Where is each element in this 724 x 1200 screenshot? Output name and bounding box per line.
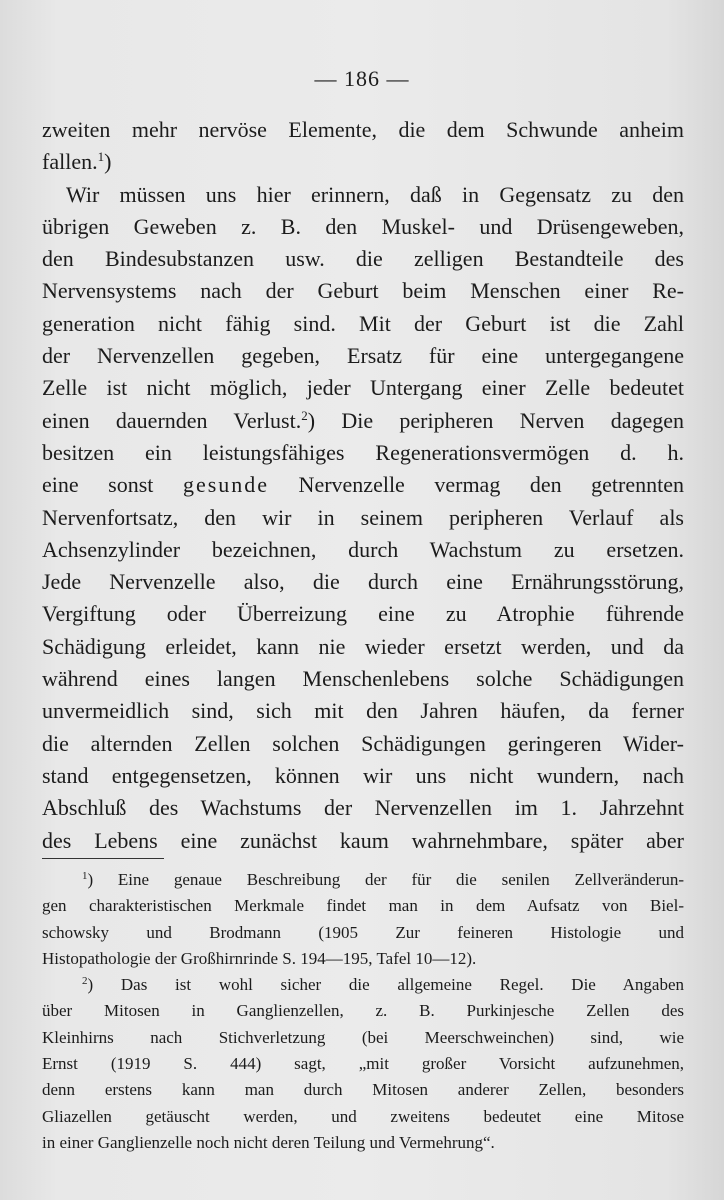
text-line	[42, 146, 684, 178]
text-line	[42, 502, 684, 534]
emphasized-word: gesunde	[182, 472, 270, 498]
line-text: über Mitosen in Ganglienzellen, z. B. Purkinjesche Zellen des	[42, 1001, 684, 1021]
line-text: stand entgegensetzen, können wir uns nicht wundern, nach	[42, 762, 684, 788]
line-text: ) Eine genaue Beschreibung der für die senilen Zellveränderun-	[87, 870, 684, 889]
line-text: Wir müssen uns hier erinnern, daß in Gegensatz zu den	[66, 181, 684, 207]
line-text: in einer Ganglienzelle noch nicht deren Teilung und Vermehrung“.	[42, 1132, 495, 1152]
footnote-marker: 2	[301, 407, 308, 423]
line-text: Gliazellen getäuscht werden, und zweitens bedeutet eine Mitose	[42, 1106, 684, 1126]
line-text: einen dauernden Verlust.	[42, 407, 302, 433]
line-text: den Bindesubstanzen usw. die zelligen Bestandteile des	[42, 246, 684, 272]
text-line	[42, 372, 684, 404]
line-text: ) Das ist wohl sicher die allgemeine Regel. Die Angaben	[87, 975, 684, 995]
line-text: denn erstens kann man durch Mitosen anderer Zellen, besonders	[42, 1080, 684, 1100]
footnote-marker: 1	[82, 870, 88, 882]
line-text: Zelle ist nicht möglich, jeder Untergang einer Zelle bedeutet	[42, 375, 684, 401]
text-line	[42, 598, 684, 630]
line-text: Nervenzelle vermag den getrennten	[269, 472, 684, 498]
footnote-line	[42, 1051, 684, 1077]
footnote-marker: 1	[97, 149, 105, 165]
footnote-line	[42, 867, 684, 893]
line-text: gen charakteristischen Merkmale findet man in dem Aufsatz von Biel-	[42, 896, 684, 916]
text-line	[42, 114, 684, 146]
footnote-line	[42, 1077, 684, 1103]
line-text: Histopathologie der Großhirnrinde S. 194—195, Tafel 10—12).	[42, 948, 477, 968]
line-text: Abschluß des Wachstums der Nervenzellen im 1. Jahrzehnt	[42, 795, 684, 821]
footnote-line	[42, 972, 684, 998]
line-text: Nervenfortsatz, den wir in seinem peripheren Verlauf als	[42, 504, 684, 530]
page-number: — 186 —	[314, 66, 410, 91]
line-text: während eines langen Menschenlebens solche Schädigungen	[42, 666, 684, 692]
footnote-line	[42, 998, 684, 1024]
footnote-divider	[42, 858, 164, 859]
text-line	[42, 760, 684, 792]
footnote-line	[42, 946, 684, 972]
line-text: Schädigung erleidet, kann nie wieder ersetzt werden, und da	[42, 633, 684, 659]
line-text: des Lebens eine zunächst kaum wahrnehmbare, später aber	[42, 827, 684, 853]
line-text: Kleinhirns nach Stichverletzung (bei Meerschweinchen) sind, wie	[42, 1027, 684, 1047]
footnote-line	[42, 1025, 684, 1051]
line-text: der Nervenzellen gegeben, Ersatz für eine untergegangene	[42, 343, 684, 369]
text-line	[42, 308, 684, 340]
text-line	[42, 631, 684, 663]
line-text: schowsky und Brodmann (1905 Zur feineren Histologie und	[42, 922, 684, 942]
text-line	[42, 663, 684, 695]
line-text: Nervensystems nach der Geburt beim Menschen einer Re-	[42, 278, 684, 304]
line-text: ) Die peripheren Nerven dagegen	[307, 407, 684, 433]
line-text: besitzen ein leistungsfähiges Regenerationsvermögen d. h.	[42, 439, 684, 465]
line-text: eine sonst	[42, 472, 183, 498]
footnote-line	[42, 893, 684, 919]
line-text: übrigen Geweben z. B. den Muskel- und Drüsengeweben,	[42, 213, 684, 239]
line-text: unvermeidlich sind, sich mit den Jahren häufen, da ferner	[42, 698, 684, 724]
line-text: zweiten mehr nervöse Elemente, die dem Schwunde anheim	[42, 117, 684, 142]
text-line	[42, 534, 684, 566]
line-text: die alternden Zellen solchen Schädigungen geringeren Wider-	[42, 730, 684, 756]
text-line	[42, 211, 684, 243]
line-text: Vergiftung oder Überreizung eine zu Atrophie führende	[42, 601, 684, 627]
text-line	[42, 469, 684, 501]
text-line	[42, 695, 684, 727]
line-text: Achsenzylinder bezeichnen, durch Wachstum zu ersetzen.	[42, 536, 684, 562]
text-line	[42, 340, 684, 372]
text-line	[42, 566, 684, 598]
footnote-marker: 2	[82, 975, 88, 988]
line-text: Jede Nervenzelle also, die durch eine Ernährungsstörung,	[42, 569, 684, 595]
footnotes	[42, 867, 684, 1156]
body-text	[42, 114, 684, 857]
text-line	[42, 437, 684, 469]
footnote-line	[42, 1104, 684, 1130]
footnote-line	[42, 920, 684, 946]
line-text: )	[104, 149, 112, 175]
text-line	[42, 405, 684, 437]
footnote-line	[42, 1130, 684, 1156]
text-line	[42, 728, 684, 760]
line-text: fallen.	[42, 149, 98, 175]
text-line	[42, 243, 684, 275]
text-line	[42, 275, 684, 307]
line-text: generation nicht fähig sind. Mit der Geburt ist die Zahl	[42, 310, 684, 336]
text-line	[42, 825, 684, 857]
text-line	[42, 179, 684, 211]
text-line	[42, 792, 684, 824]
line-text: Ernst (1919 S. 444) sagt, „mit großer Vorsicht aufzunehmen,	[42, 1054, 684, 1074]
